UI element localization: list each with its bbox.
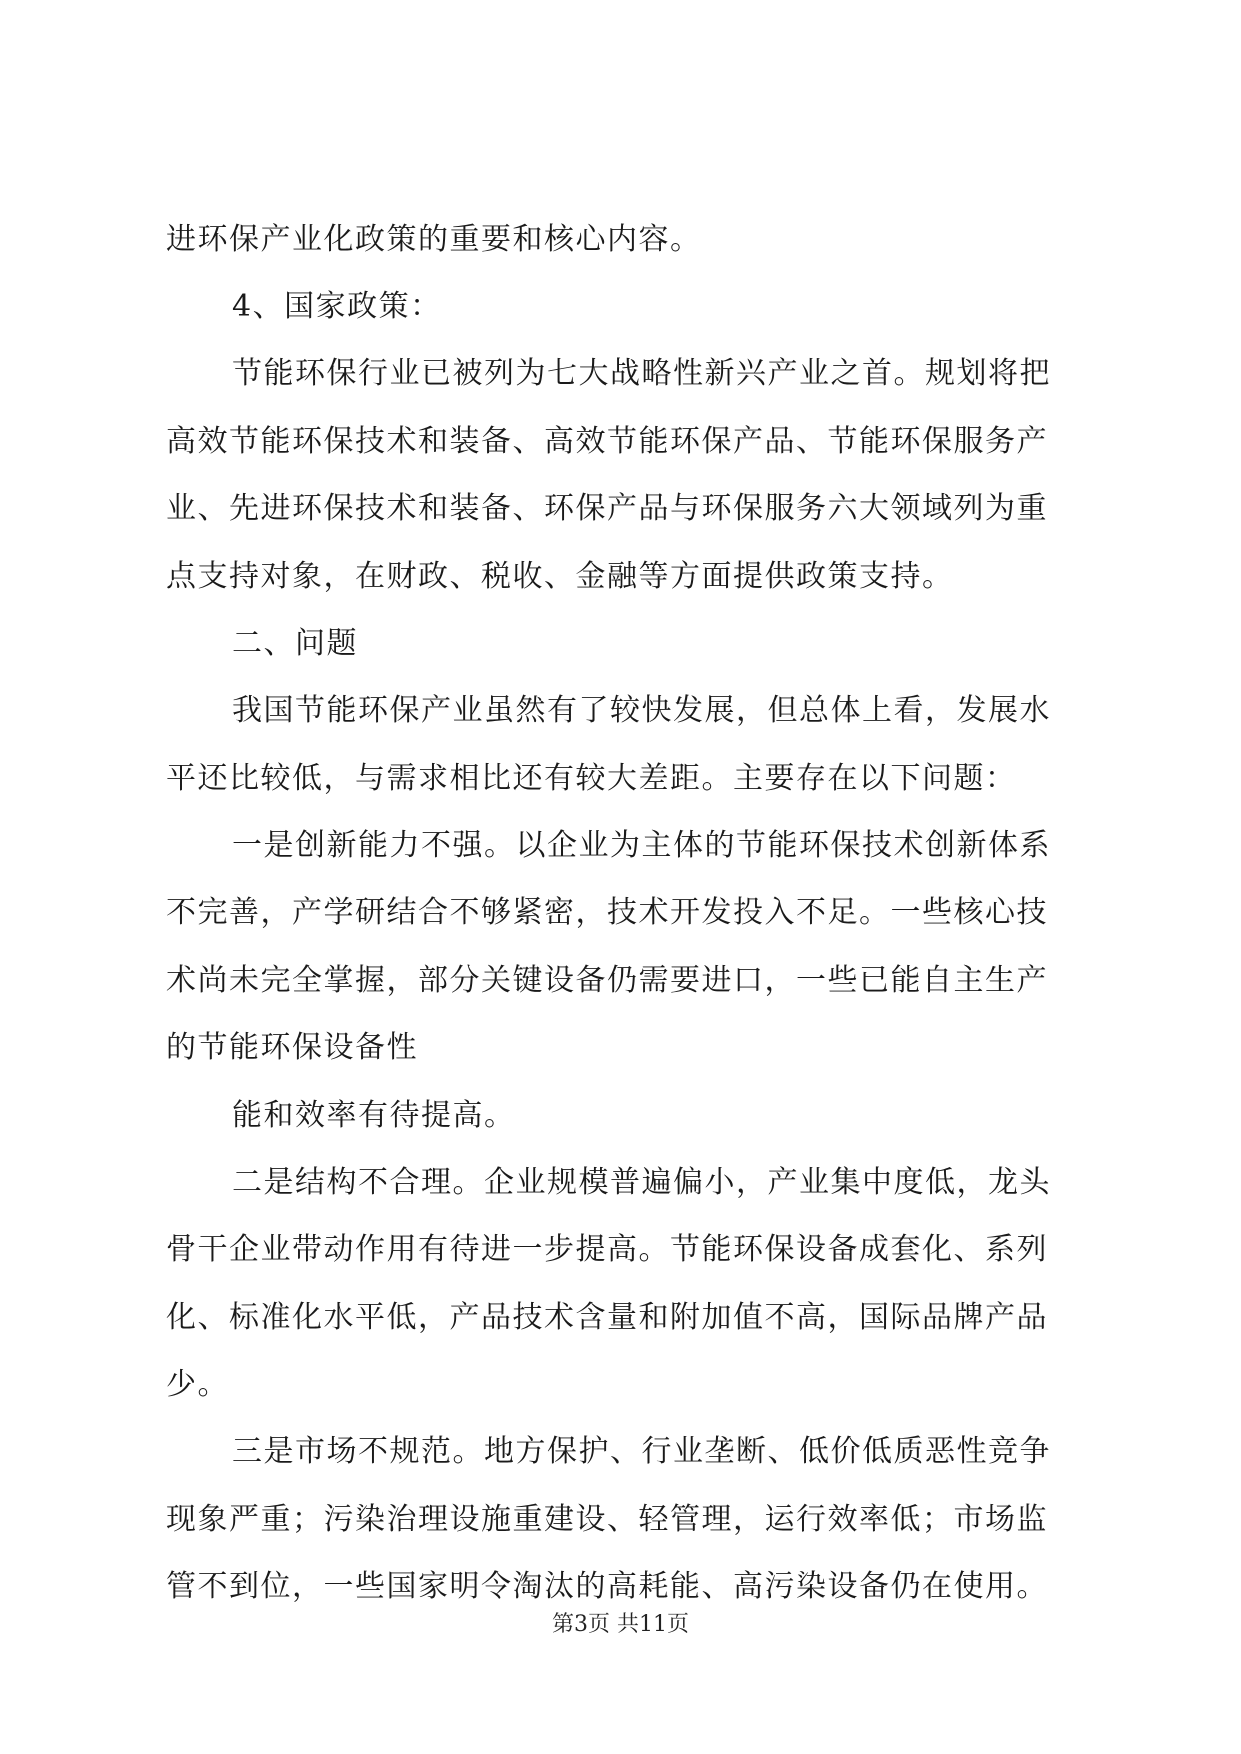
text-line: 二是结构不合理。企业规模普遍偏小，产业集中度低，龙头 bbox=[232, 1165, 1051, 1200]
page-number-footer: 第3页 共11页 bbox=[552, 1612, 689, 1637]
text-line: 一是创新能力不强。以企业为主体的节能环保技术创新体系 bbox=[232, 828, 1051, 863]
text-line: 节能环保行业已被列为七大战略性新兴产业之首。规划将把 bbox=[232, 356, 1051, 391]
text-line: 平还比较低，与需求相比还有较大差距。主要存在以下问题： bbox=[166, 761, 1017, 796]
text-line: 的节能环保设备性 bbox=[166, 1030, 418, 1065]
text-line: 点支持对象，在财政、税收、金融等方面提供政策支持。 bbox=[166, 559, 954, 594]
text-line: 不完善，产学研结合不够紧密，技术开发投入不足。一些核心技 bbox=[166, 895, 1048, 930]
text-line: 我国节能环保产业虽然有了较快发展，但总体上看，发展水 bbox=[232, 693, 1051, 728]
text-line: 现象严重；污染治理设施重建设、轻管理，运行效率低；市场监 bbox=[166, 1502, 1048, 1537]
text-line: 术尚未完全掌握，部分关键设备仍需要进口，一些已能自主生产 bbox=[166, 963, 1048, 998]
text-line: 业、先进环保技术和装备、环保产品与环保服务六大领域列为重 bbox=[166, 491, 1048, 526]
text-line: 进环保产业化政策的重要和核心内容。 bbox=[166, 222, 702, 257]
text-line: 化、标准化水平低，产品技术含量和附加值不高，国际品牌产品 bbox=[166, 1300, 1048, 1335]
section-heading: 4、国家政策： bbox=[232, 289, 442, 324]
section-heading: 二、问题 bbox=[232, 626, 358, 661]
text-line: 三是市场不规范。地方保护、行业垄断、低价低质恶性竞争 bbox=[232, 1434, 1051, 1469]
text-line: 能和效率有待提高。 bbox=[232, 1098, 516, 1133]
text-line: 管不到位，一些国家明令淘汰的高耗能、高污染设备仍在使用。 bbox=[166, 1569, 1048, 1604]
text-line: 少。 bbox=[166, 1367, 229, 1402]
text-line: 骨干企业带动作用有待进一步提高。节能环保设备成套化、系列 bbox=[166, 1232, 1048, 1267]
text-line: 高效节能环保技术和装备、高效节能环保产品、节能环保服务产 bbox=[166, 424, 1048, 459]
